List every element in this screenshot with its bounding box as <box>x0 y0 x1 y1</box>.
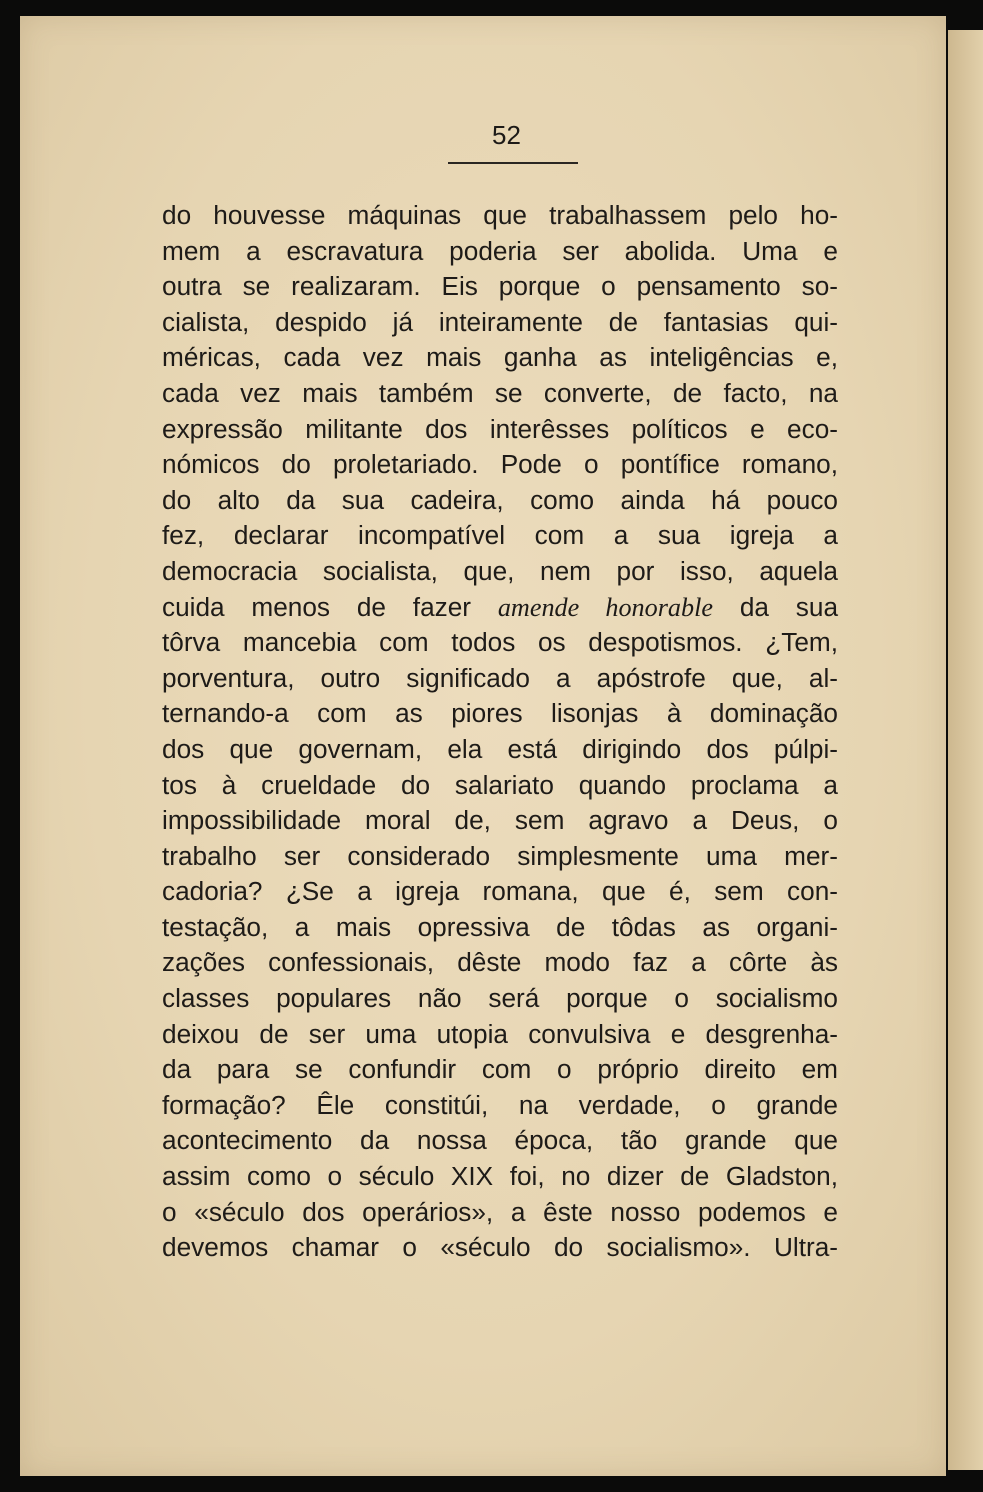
text-line: acontecimento da nossa época, tão grande que <box>162 1125 838 1156</box>
text-segment: cuida menos de fazer <box>162 591 498 622</box>
text-line: testação, a mais opressiva de tôdas as organi- <box>162 911 838 942</box>
text-line: impossibilidade moral de, sem agravo a Deus, o <box>162 805 838 836</box>
text-line: tôrva mancebia com todos os despotismos. ¿Tem, <box>162 627 838 658</box>
text-line: méricas, cada vez mais ganha as inteligências e, <box>162 342 838 373</box>
text-line: mem a escravatura poderia ser abolida. Uma e <box>162 235 838 266</box>
text-line: dos que governam, ela está dirigindo dos púlpi- <box>162 733 838 764</box>
text-line: classes populares não será porque o socialismo <box>162 983 838 1014</box>
text-line: cadoria? ¿Se a igreja romana, que é, sem con- <box>162 876 838 907</box>
italic-phrase: amende honorable <box>497 592 714 622</box>
text-line: ternando-a com as piores lisonjas à dominação <box>162 698 838 729</box>
text-line: expressão militante dos interêsses políticos e eco- <box>162 413 838 444</box>
text-line: trabalho ser considerado simplesmente uma mer- <box>162 840 838 871</box>
text-line: zações confessionais, dêste modo faz a côrte às <box>162 947 838 978</box>
text-line-italic <box>162 590 838 626</box>
text-line: democracia socialista, que, nem por isso, aquela <box>162 555 838 586</box>
text-line: deixou de ser uma utopia convulsiva e desgrenha- <box>162 1018 838 1049</box>
text-line: porventura, outro significado a apóstrofe que, al- <box>162 662 838 693</box>
text-line: tos à crueldade do salariato quando proclama a <box>162 769 838 800</box>
text-line: o «século dos operários», a êste nosso podemos e <box>162 1196 838 1227</box>
text-line: da para se confundir com o próprio direito em <box>162 1054 838 1085</box>
text-line: cada vez mais também se converte, de facto, na <box>162 377 838 408</box>
text-line: devemos chamar o «século do socialismo». Ultra- <box>162 1232 838 1263</box>
adjacent-page-edge <box>948 30 983 1470</box>
text-line: assim como o século XIX foi, no dizer de Gladston, <box>162 1161 838 1192</box>
page-number: 52 <box>492 120 521 150</box>
text-line: do alto da sua cadeira, como ainda há pouco <box>162 484 838 515</box>
text-line: nómicos do proletariado. Pode o pontífice romano, <box>162 449 838 480</box>
text-segment: da sua <box>713 591 839 622</box>
text-line: fez, declarar incompatível com a sua igreja a <box>162 520 838 551</box>
text-line: cialista, despido já inteiramente de fantasias qui- <box>162 306 838 337</box>
page-number-rule <box>448 162 578 164</box>
text-line: do houvesse máquinas que trabalhassem pelo ho- <box>162 200 838 230</box>
text-line: formação? Êle constitúi, na verdade, o grande <box>162 1089 838 1120</box>
body-text <box>162 198 838 1266</box>
text-line: outra se realizaram. Eis porque o pensamento so- <box>162 271 838 302</box>
